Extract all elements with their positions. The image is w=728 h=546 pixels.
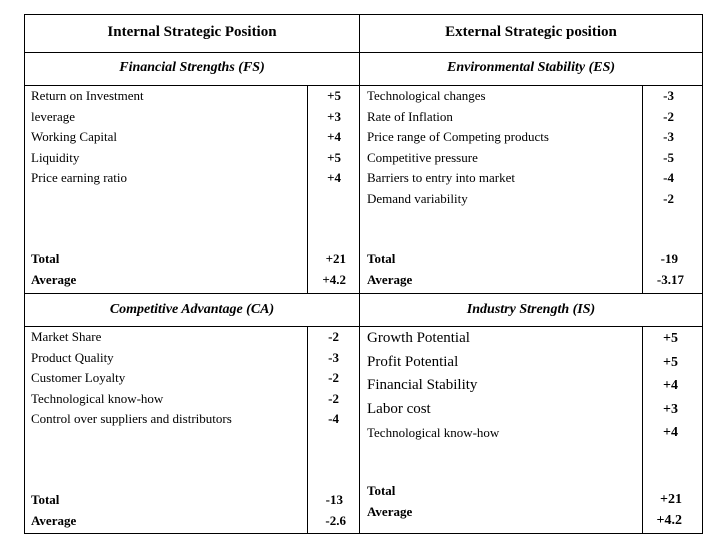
is-total-value: +21 bbox=[660, 492, 682, 507]
list-value: -3 bbox=[663, 129, 674, 144]
list-item: Liquidity bbox=[31, 149, 80, 165]
es-items bbox=[367, 86, 549, 209]
es-total-label: Total bbox=[367, 251, 396, 266]
list-value: -3 bbox=[328, 349, 339, 365]
ca-total-value: -13 bbox=[325, 492, 343, 507]
list-item: Barriers to entry into market bbox=[367, 170, 516, 185]
fs-total-value: +21 bbox=[325, 251, 346, 266]
list-value: +5 bbox=[663, 354, 678, 370]
es-average-label: Average bbox=[367, 272, 413, 287]
fs-value-divider bbox=[307, 85, 308, 293]
fs-average-value: +4.2 bbox=[322, 272, 346, 287]
list-value: -2 bbox=[663, 108, 674, 124]
list-item: Technological know-how bbox=[367, 425, 500, 440]
es-average-value: -3.17 bbox=[656, 272, 684, 287]
list-value: -2 bbox=[328, 329, 339, 344]
fs-items bbox=[31, 86, 144, 189]
list-item: Demand variability bbox=[367, 190, 468, 206]
list-value: +5 bbox=[663, 331, 678, 346]
list-value: -2 bbox=[328, 370, 339, 385]
ca-total-label: Total bbox=[31, 492, 60, 507]
ca-value-divider bbox=[307, 326, 308, 533]
is-average-value: +4.2 bbox=[656, 513, 682, 528]
list-value: -2 bbox=[663, 190, 674, 206]
list-value: +5 bbox=[327, 149, 341, 165]
ca-title: Competitive Advantage (CA) bbox=[109, 302, 275, 317]
center-divider bbox=[359, 15, 360, 533]
list-value: -4 bbox=[663, 170, 674, 185]
list-value: -2 bbox=[328, 390, 339, 406]
list-item: Rate of Inflation bbox=[367, 108, 453, 124]
list-item: Technological know-how bbox=[31, 390, 164, 406]
middle-divider bbox=[25, 293, 702, 294]
list-item: Profit Potential bbox=[367, 353, 459, 370]
list-value: +3 bbox=[327, 108, 341, 124]
header-divider bbox=[25, 52, 702, 53]
is-values bbox=[663, 327, 678, 445]
list-item: Technological changes bbox=[367, 88, 486, 103]
list-value: +5 bbox=[327, 88, 341, 103]
is-items bbox=[367, 327, 499, 445]
es-value-divider bbox=[642, 85, 643, 293]
list-item: Product Quality bbox=[31, 349, 114, 365]
list-item: leverage bbox=[31, 108, 76, 124]
list-item: Competitive pressure bbox=[367, 149, 478, 165]
fs-total-label: Total bbox=[31, 251, 60, 266]
internal-header: Internal Strategic Position bbox=[107, 24, 277, 40]
list-item: Growth Potential bbox=[367, 330, 470, 346]
is-value-divider bbox=[642, 326, 643, 533]
list-item: Price range of Competing products bbox=[367, 129, 549, 144]
list-value: -4 bbox=[328, 411, 339, 426]
list-value: +3 bbox=[663, 401, 678, 417]
es-title: Environmental Stability (ES) bbox=[446, 60, 616, 75]
es-total-value: -19 bbox=[660, 251, 678, 266]
list-item: Working Capital bbox=[31, 129, 117, 144]
is-total-label: Total bbox=[367, 483, 396, 498]
list-item: Control over suppliers and distributors bbox=[31, 411, 232, 426]
list-value: -3 bbox=[663, 88, 674, 103]
list-value: +4 bbox=[663, 378, 678, 393]
ca-items bbox=[31, 327, 232, 430]
is-title: Industry Strength (IS) bbox=[466, 302, 596, 317]
list-item: Financial Stability bbox=[367, 377, 478, 393]
ca-average-label: Average bbox=[31, 513, 77, 528]
ca-average-value: -2.6 bbox=[325, 513, 346, 528]
fs-average-label: Average bbox=[31, 272, 77, 287]
list-value: +4 bbox=[327, 129, 341, 144]
list-value: -5 bbox=[663, 149, 674, 165]
list-value: +4 bbox=[663, 425, 678, 440]
list-item: Price earning ratio bbox=[31, 170, 128, 185]
is-average-label: Average bbox=[367, 504, 413, 519]
list-item: Return on Investment bbox=[31, 88, 144, 103]
list-item: Customer Loyalty bbox=[31, 370, 126, 385]
fs-title: Financial Strengths (FS) bbox=[119, 60, 265, 75]
es-values bbox=[663, 86, 674, 209]
external-header: External Strategic position bbox=[445, 24, 617, 40]
list-item: Labor cost bbox=[367, 400, 431, 417]
fs-values bbox=[327, 86, 341, 189]
list-item: Market Share bbox=[31, 329, 102, 344]
ca-values bbox=[328, 327, 339, 430]
list-value: +4 bbox=[327, 170, 341, 185]
strategic-position-table bbox=[24, 14, 703, 534]
